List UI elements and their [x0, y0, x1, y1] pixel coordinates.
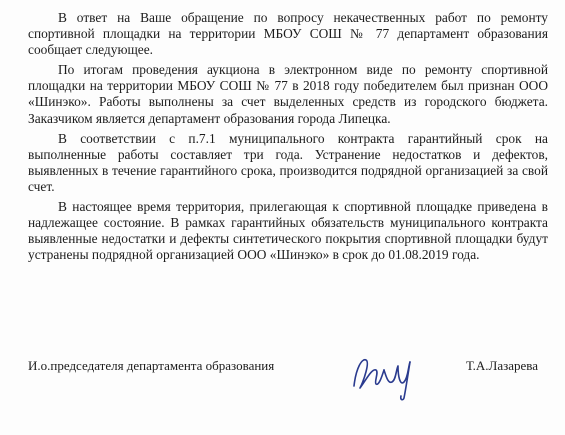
- signatory-position: И.о.председателя департамента образования: [28, 358, 275, 373]
- paragraph-auction-results: По итогам проведения аукциона в электронном виде по ремонту спортивной площадки на территории МБОУ СОШ № 77 в 2018 году победителем был признан ООО «Шинэко». Работы выполнены за счет выделенных средств из городского бюджета. Заказчиком является департамент образования города Липецка.: [28, 62, 548, 126]
- signature-block: [28, 358, 548, 398]
- signatory-name: Т.А.Лазарева: [465, 358, 538, 373]
- paragraph-response-intro: В ответ на Ваше обращение по вопросу некачественных работ по ремонту спортивной площадки на территории МБОУ СОШ № 77 департамент образования сообщает следующее.: [28, 10, 548, 58]
- letter-body: [28, 10, 548, 267]
- paragraph-warranty-terms: В соответствии с п.7.1 муниципального контракта гарантийный срок на выполненные работы составляет три года. Устранение недостатков и дефектов, выявленных в течение гарантийного срока, производится подрядной организацией за свой счет.: [28, 130, 548, 194]
- handwritten-signature: [346, 346, 424, 402]
- paragraph-current-status: В настоящее время территория, прилегающая к спортивной площадке приведена в надлежащее состояние. В рамках гарантийных обязательств муниципального контракта выявленные недостатки и дефекты синтетического покрытия спортивной площадки будут устранены подрядной организацией ООО «Шинэко» в срок до 01.08.2019 года.: [28, 199, 548, 263]
